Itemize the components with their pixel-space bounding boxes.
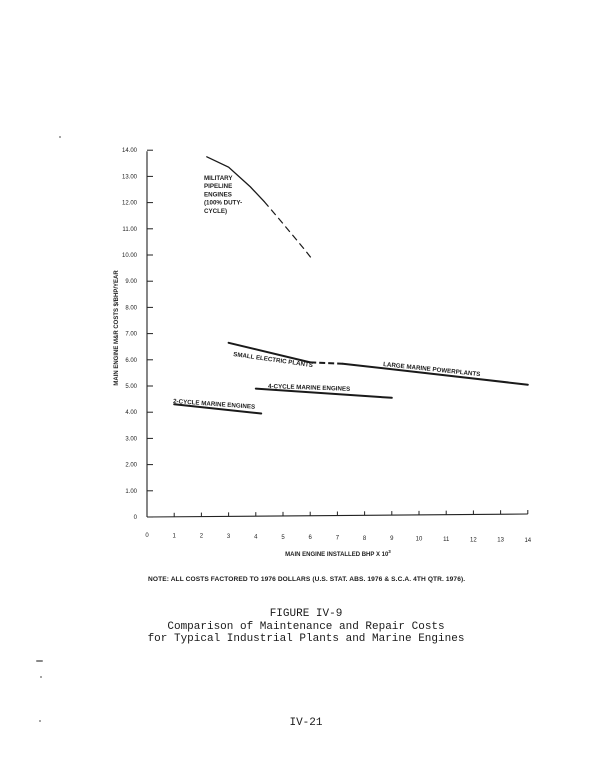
chart-note: NOTE: ALL COSTS FACTORED TO 1976 DOLLARS (U.S. STAT. ABS. 1976 & S.C.A. 4TH QTR. 1976).	[148, 576, 466, 583]
x-tick-label: 12	[470, 537, 477, 544]
series-label-military-pipeline-engines: CYCLE)	[204, 207, 228, 215]
series-label-military-pipeline-engines: (100% DUTY-	[204, 199, 243, 207]
y-axis-title: MAIN ENGINE M&R COSTS $/BHP/YEAR	[114, 270, 120, 386]
y-tick-label: 8.00	[125, 305, 137, 312]
y-tick-label: 2.00	[125, 462, 137, 469]
x-tick-label: 14	[524, 538, 532, 544]
series-military-pipeline-engines-100-duty-cycle-dashed-line	[264, 201, 313, 260]
x-tick-label: 8	[362, 535, 367, 542]
y-tick-label: 5.00	[125, 384, 137, 390]
x-axis-title	[285, 549, 391, 558]
x-tick-label: 2	[199, 533, 204, 540]
x-tick-label: 1	[172, 533, 176, 540]
scan-speck	[59, 136, 61, 138]
y-tick-label: 0	[133, 515, 137, 521]
x-tick-label: 0	[145, 533, 149, 539]
series-label-4-cycle-marine-engines: 4-CYCLE MARINE ENGINES	[267, 383, 351, 393]
y-tick-label: 9.00	[125, 279, 137, 286]
page-number: IV-21	[289, 717, 323, 729]
y-tick-label: 6.00	[125, 357, 137, 364]
scan-speck	[36, 660, 43, 662]
series-label-2-cycle-marine-engines: 2-CYCLE MARINE ENGINES	[172, 398, 256, 411]
series-label-small-electric-plants: SMALL ELECTRIC PLANTS	[232, 351, 314, 370]
series-small-electric-plants-dashed-line	[310, 362, 343, 363]
series-label-military-pipeline-engines: ENGINES	[204, 191, 232, 199]
series-label-large-marine-powerplants: LARGE MARINE POWERPLANTS	[382, 361, 481, 379]
scan-speck	[40, 676, 42, 678]
x-tick-label: 13	[497, 537, 504, 544]
x-tick-label: 10	[415, 536, 423, 543]
scan-speck	[39, 720, 41, 722]
chart-ticks	[122, 148, 532, 544]
figure-caption-line-2: for Typical Industrial Plants and Marine Engines	[147, 633, 465, 645]
x-tick-label: 4	[254, 534, 258, 541]
x-tick-label: 5	[281, 534, 285, 541]
y-tick-label: 13.00	[121, 174, 137, 181]
x-tick-label: 9	[390, 536, 394, 543]
x-tick-label: 6	[308, 535, 312, 542]
y-tick-label: 11.00	[122, 226, 137, 233]
figure-caption-line-1: Comparison of Maintenance and Repair Costs	[167, 621, 445, 633]
figure-title: FIGURE IV-9	[269, 608, 343, 620]
y-tick-label: 3.00	[125, 436, 137, 443]
y-tick-label: 14.00	[121, 148, 137, 155]
series-label-military-pipeline-engines: MILITARY	[204, 175, 233, 182]
x-tick-label: 3	[226, 534, 231, 541]
y-tick-label: 4.00	[125, 410, 137, 417]
y-tick-label: 1.00	[125, 488, 137, 495]
y-tick-label: 7.00	[125, 331, 137, 338]
x-tick-label: 7	[335, 535, 340, 542]
y-tick-label: 10.00	[121, 253, 137, 259]
y-tick-label: 12.00	[121, 200, 137, 207]
x-tick-label: 11	[443, 536, 450, 543]
series-label-military-pipeline-engines: PIPELINE	[204, 183, 233, 191]
chart-series-labels	[173, 175, 481, 411]
x-axis-title-superscript: 3	[388, 549, 391, 554]
x-axis-title-text: MAIN ENGINE INSTALLED BHP X 10	[285, 552, 389, 558]
